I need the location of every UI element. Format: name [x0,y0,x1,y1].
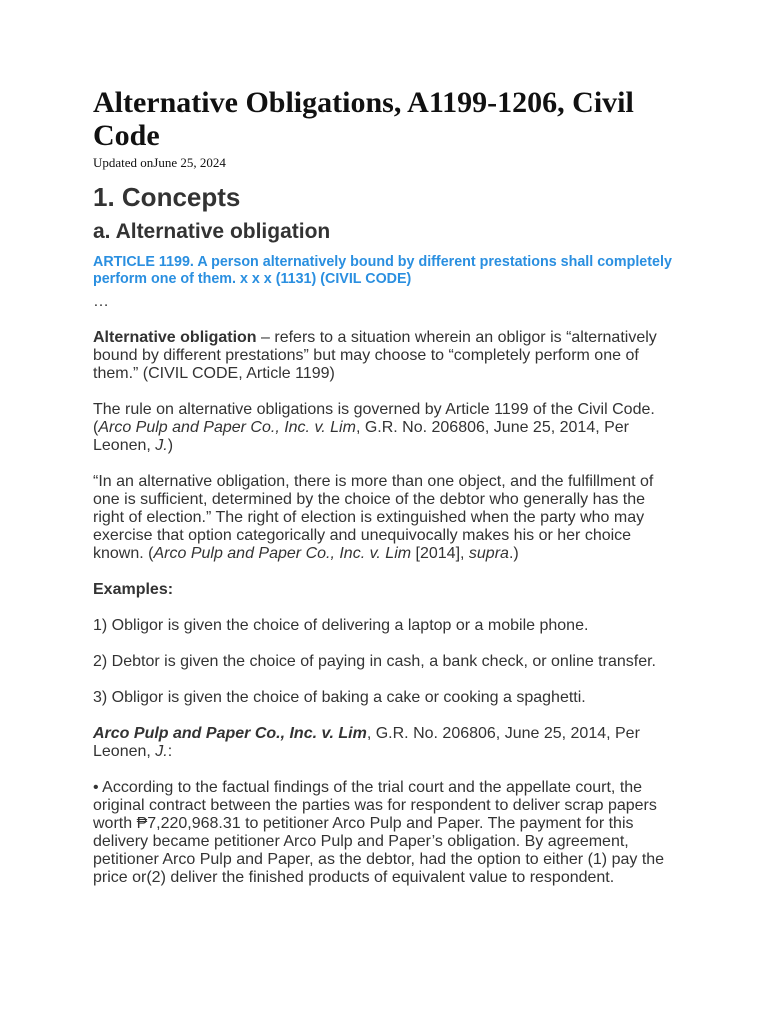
case-heading-text-c: : [167,743,173,760]
definition-text: – refers to a situation wherein an obligor is “alternatively bound by different prestations” but may choose to “completely perform one of them.” (CIVIL CODE, Article 1199) [93,329,657,382]
rule-justice: J. [155,437,168,454]
rule-case-name: Arco Pulp and Paper Co., Inc. v. Lim [98,419,356,436]
examples-label-text: Examples: [93,581,174,598]
election-case-name: Arco Pulp and Paper Co., Inc. v. Lim [153,545,412,562]
bullet-paragraph: • According to the factual findings of the trial court and the appellate court, the original contract between the parties was for respondent to deliver scrap papers worth ₱7,220,968.31 to petitioner Arco Pulp and Paper. The payment for this delivery became petitioner Arco Pulp and Paper’s obligation. By agreement, petitioner Arco Pulp and Paper, as the debtor, had the option to either (1) pay the price or(2) deliver the finished products of equivalent value to respondent. [93,779,665,886]
examples-label [93,581,676,599]
case-heading-justice: J. [155,743,168,760]
rule-paragraph [93,401,676,455]
example-item: 2) Debtor is given the choice of paying in cash, a bank check, or online transfer. [93,653,656,670]
subsection-heading-alternative-obligation: a. Alternative obligation [93,220,331,243]
article-quote: ARTICLE 1199. A person alternatively bound by different prestations shall completely perform one of them. x x x (1131) (CIVIL CODE) [93,254,672,287]
rule-text-c: ) [167,437,174,454]
definition-paragraph [93,329,676,383]
election-supra: supra [468,545,509,562]
election-text-a: “In an alternative obligation, there is more than one object, and the fulfillment of one is sufficient, determined by the choice of the debtor who generally has the right of election.” The right of election is extinguished when the party who may exercise that option categorically and unequivocally makes his or her choice known. ( [93,473,654,562]
updated-date: Updated onJune 25, 2024 [93,155,226,170]
case-heading [93,725,676,761]
page-title: Alternative Obligations, A1199-1206, Civil Code [93,86,634,152]
case-heading-name: Arco Pulp and Paper Co., Inc. v. Lim [93,725,367,742]
definition-term: Alternative obligation [93,329,257,346]
election-paragraph [93,473,676,563]
election-text-b: [2014], [411,545,469,562]
case-heading-text-b: , G.R. No. 206806, June 25, 2014, Per Leonen, [93,725,640,760]
election-text-c: .) [508,545,519,562]
section-heading-concepts: 1. Concepts [93,182,241,212]
rule-text-a: The rule on alternative obligations is governed by Article 1199 of the Civil Code. ( [93,401,655,436]
ellipsis: … [93,293,109,310]
example-item: 1) Obligor is given the choice of delivering a laptop or a mobile phone. [93,617,589,634]
example-item: 3) Obligor is given the choice of baking a cake or cooking a spaghetti. [93,689,586,706]
rule-text-b: , G.R. No. 206806, June 25, 2014, Per Leonen, [93,419,629,454]
